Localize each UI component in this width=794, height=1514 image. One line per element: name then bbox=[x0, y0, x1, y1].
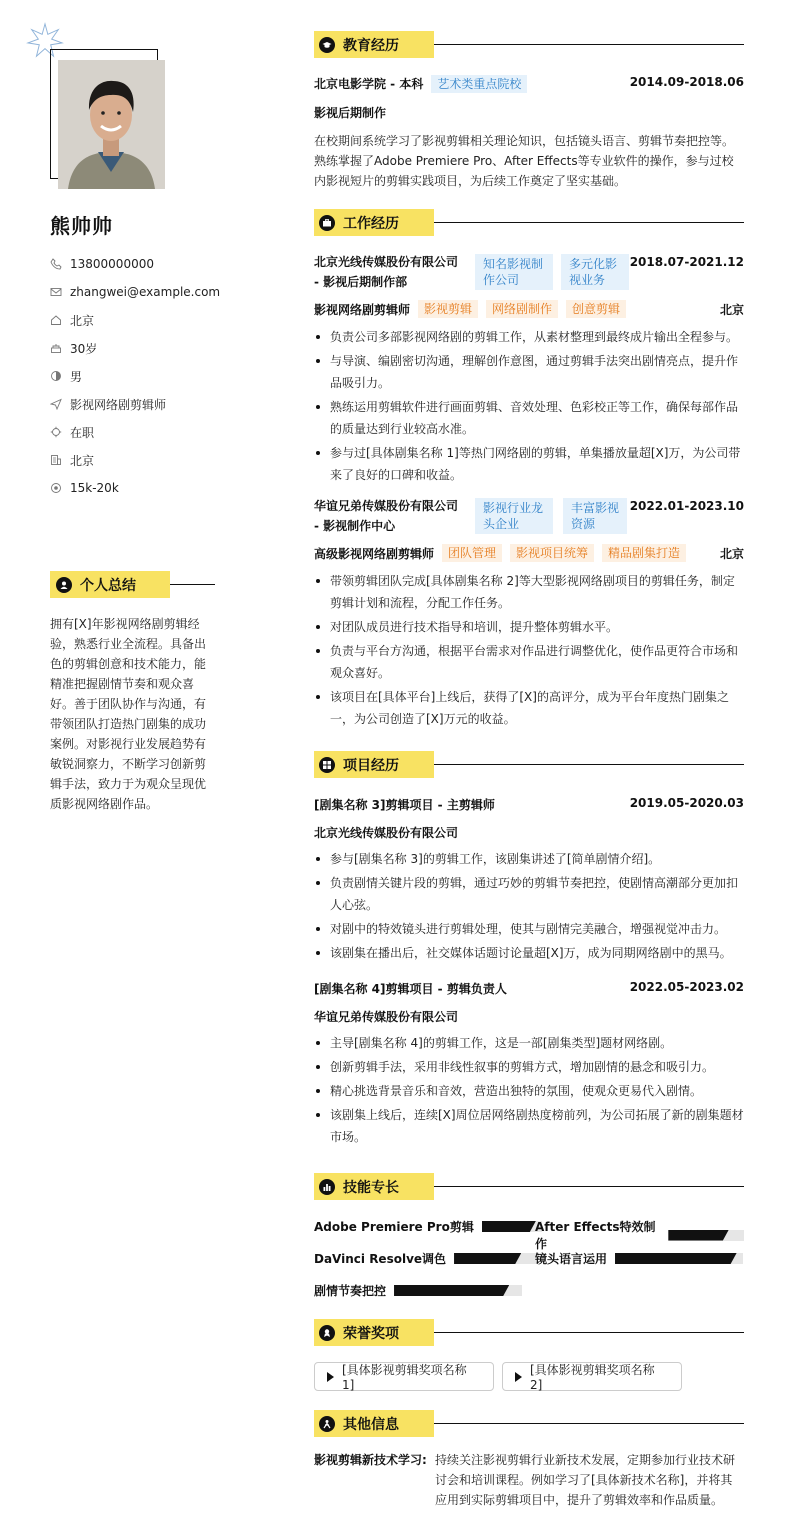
graduation-cap-icon bbox=[319, 37, 335, 53]
education-date: 2014.09-2018.06 bbox=[629, 75, 744, 89]
company-name: 华谊兄弟传媒股份有限公司 - 影视制作中心 bbox=[314, 499, 459, 533]
list-item: 带领剪辑团队完成[具体剧集名称 2]等大型影视网络剧项目的剪辑任务，制定剪辑计划和流程，分配工作任务。 bbox=[314, 570, 744, 614]
job-bullets bbox=[314, 326, 744, 488]
section-title: 项目经历 bbox=[343, 757, 399, 774]
person-icon bbox=[319, 1416, 335, 1432]
info-position bbox=[50, 390, 240, 418]
skill-tag: 网络剧制作 bbox=[486, 300, 558, 318]
job-city: 北京 bbox=[719, 302, 744, 317]
job-role: 影视网络剧剪辑师 bbox=[314, 302, 411, 317]
money-icon bbox=[50, 482, 62, 494]
project-row bbox=[314, 796, 744, 813]
list-item: 该剧集上线后，连续[X]周位居网络剧热度榜前列，为公司拓展了新的剧集题材市场。 bbox=[314, 1104, 744, 1148]
job-role: 高级影视网络剧剪辑师 bbox=[314, 546, 435, 561]
list-item: 该项目在[具体平台]上线后，获得了[X]的高评分，成为平台年度热门剧集之一，为公司创造了[X]万元的收益。 bbox=[314, 686, 744, 730]
company-tag: 影视行业龙头企业 bbox=[475, 498, 553, 534]
skill-bar-fill bbox=[454, 1253, 521, 1264]
skill-item bbox=[535, 1218, 744, 1252]
info-email bbox=[50, 278, 240, 306]
job-header bbox=[314, 496, 744, 536]
section-title: 教育经历 bbox=[343, 37, 399, 54]
list-item: 精心挑选背景音乐和音效，营造出独特的氛围，使观众更易代入剧情。 bbox=[314, 1080, 744, 1102]
awards-section-header bbox=[314, 1319, 744, 1346]
send-icon bbox=[50, 398, 62, 410]
play-icon bbox=[327, 1372, 334, 1382]
skill-bar-fill bbox=[394, 1285, 509, 1296]
grid-icon bbox=[319, 757, 335, 773]
info-gender bbox=[50, 362, 240, 390]
section-divider bbox=[434, 764, 744, 765]
list-item: 该剧集在播出后，社交媒体话题讨论量超[X]万，成为同期网络剧中的黑马。 bbox=[314, 942, 744, 964]
list-item: 与导演、编剧密切沟通，理解创作意图，通过剪辑手法突出剧情亮点，提升作品吸引力。 bbox=[314, 350, 744, 394]
list-item: 创新剪辑手法，采用非线性叙事的剪辑方式，增加剧情的悬念和吸引力。 bbox=[314, 1056, 744, 1078]
skill-item bbox=[535, 1250, 743, 1267]
other-label: 影视剪辑新技术学习: bbox=[314, 1453, 427, 1467]
briefcase-icon bbox=[319, 215, 335, 231]
skill-tag: 影视剪辑 bbox=[418, 300, 478, 318]
other-section-header bbox=[314, 1410, 744, 1437]
info-city bbox=[50, 446, 240, 474]
skill-bar-fill bbox=[482, 1221, 536, 1232]
other-info-row bbox=[314, 1450, 744, 1510]
award-badge bbox=[314, 1362, 494, 1391]
info-text: 男 bbox=[70, 369, 83, 384]
job-city: 北京 bbox=[719, 546, 744, 561]
job-role-row bbox=[314, 300, 744, 318]
info-text: 在职 bbox=[70, 425, 95, 440]
project-company: 北京光线传媒股份有限公司 bbox=[314, 826, 459, 840]
list-item: 对团队成员进行技术指导和培训，提升整体剪辑水平。 bbox=[314, 616, 744, 638]
section-title-pill bbox=[50, 571, 170, 598]
left-column bbox=[0, 0, 240, 1514]
section-title-pill bbox=[314, 1173, 434, 1200]
list-item: 主导[剧集名称 4]的剪辑工作，这是一部[剧集类型]题材网络剧。 bbox=[314, 1032, 744, 1054]
work-section-header bbox=[314, 209, 744, 236]
skill-item bbox=[314, 1282, 522, 1299]
section-title-pill bbox=[314, 751, 434, 778]
list-item: 熟练运用剪辑软件进行画面剪辑、音效处理、色彩校正等工作，确保每部作品的质量达到行业较高水准。 bbox=[314, 396, 744, 440]
skill-tag: 团队管理 bbox=[442, 544, 502, 562]
home-icon bbox=[50, 314, 62, 326]
user-icon bbox=[56, 577, 72, 593]
cake-icon bbox=[50, 342, 62, 354]
skill-tag: 创意剪辑 bbox=[566, 300, 626, 318]
projects-section-header bbox=[314, 751, 744, 778]
award-icon bbox=[319, 1325, 335, 1341]
skill-name: Adobe Premiere Pro剪辑 bbox=[314, 1220, 474, 1234]
gender-icon bbox=[50, 370, 62, 382]
skill-item bbox=[314, 1250, 538, 1267]
award-name: [具体影视剪辑奖项名称 2] bbox=[530, 1363, 655, 1392]
other-text: 持续关注影视剪辑行业新技术发展，定期参加行业技术研讨会和培训课程。例如学习了[具体新技术名称]，并将其应用到实际剪辑项目中，提升了剪辑效率和作品质量。 bbox=[435, 1453, 736, 1507]
section-title: 工作经历 bbox=[343, 215, 399, 232]
section-title: 其他信息 bbox=[343, 1416, 399, 1433]
company-tag: 知名影视制作公司 bbox=[475, 254, 553, 290]
info-text: 15k-20k bbox=[70, 481, 119, 495]
section-divider bbox=[434, 1186, 744, 1187]
section-title-pill bbox=[314, 1410, 434, 1437]
summary-section-header bbox=[50, 571, 215, 599]
section-title: 技能专长 bbox=[343, 1179, 399, 1196]
info-salary bbox=[50, 474, 240, 502]
info-text: 13800000000 bbox=[70, 257, 154, 271]
school-line bbox=[314, 75, 527, 93]
candidate-name: 熊帅帅 bbox=[50, 214, 113, 238]
school-name: 北京电影学院 - 本科 bbox=[314, 77, 424, 91]
section-divider bbox=[434, 44, 744, 45]
company-name: 北京光线传媒股份有限公司 - 影视后期制作部 bbox=[314, 255, 459, 289]
info-phone bbox=[50, 250, 240, 278]
info-text: zhangwei@example.com bbox=[70, 285, 221, 299]
status-icon bbox=[50, 426, 62, 438]
company-tag: 丰富影视资源 bbox=[563, 498, 627, 534]
education-description: 在校期间系统学习了影视剪辑相关理论知识，包括镜头语言、剪辑节奏把控等。熟练掌握了Adobe Premiere Pro、After Effects等专业软件的操作，参与过校内影视短片的剪辑实践项目，为后续工作奠定了坚实基础。 bbox=[314, 134, 735, 188]
play-icon bbox=[515, 1372, 522, 1382]
skill-name: 镜头语言运用 bbox=[535, 1252, 608, 1266]
section-title-pill bbox=[314, 209, 434, 236]
info-location bbox=[50, 306, 240, 334]
info-text: 30岁 bbox=[70, 341, 98, 356]
project-bullets bbox=[314, 848, 744, 966]
skill-tag: 精品剧集打造 bbox=[602, 544, 686, 562]
project-date: 2022.05-2023.02 bbox=[629, 980, 744, 994]
phone-icon bbox=[50, 258, 62, 270]
list-item: 对剧中的特效镜头进行剪辑处理，使其与剧情完美融合，增强视觉冲击力。 bbox=[314, 918, 744, 940]
skill-name: DaVinci Resolve调色 bbox=[314, 1252, 447, 1266]
list-item: 负责公司多部影视网络剧的剪辑工作，从素材整理到最终成片输出全程参与。 bbox=[314, 326, 744, 348]
skill-bar bbox=[454, 1253, 538, 1264]
skill-bar bbox=[615, 1253, 743, 1264]
bar-chart-icon bbox=[319, 1179, 335, 1195]
info-age bbox=[50, 334, 240, 362]
job-role-row bbox=[314, 544, 744, 562]
contact-info-list bbox=[50, 250, 240, 502]
project-bullets bbox=[314, 1032, 744, 1150]
section-title: 荣誉奖项 bbox=[343, 1325, 399, 1342]
skill-bar-fill bbox=[668, 1230, 729, 1241]
section-divider bbox=[434, 1332, 744, 1333]
project-name: [剧集名称 4]剪辑项目 - 剪辑负责人 bbox=[314, 982, 507, 996]
info-text: 北京 bbox=[70, 313, 95, 328]
school-tag: 艺术类重点院校 bbox=[431, 75, 527, 93]
email-icon bbox=[50, 286, 62, 298]
list-item: 参与过[具体剧集名称 1]等热门网络剧的剪辑，单集播放量超[X]万，为公司带来了良好的口碑和收益。 bbox=[314, 442, 744, 486]
skill-bar bbox=[394, 1285, 522, 1296]
project-date: 2019.05-2020.03 bbox=[629, 796, 744, 810]
project-row bbox=[314, 980, 744, 997]
section-title-pill bbox=[314, 31, 434, 58]
skill-bar bbox=[668, 1230, 744, 1241]
skill-tag: 影视项目统筹 bbox=[510, 544, 594, 562]
skill-name: After Effects特效制作 bbox=[535, 1220, 656, 1251]
company-tag: 多元化影视业务 bbox=[561, 254, 629, 290]
section-divider bbox=[434, 1423, 744, 1424]
section-divider bbox=[170, 584, 215, 585]
education-section-header bbox=[314, 31, 744, 58]
info-text: 影视网络剧剪辑师 bbox=[70, 397, 167, 412]
list-item: 负责与平台方沟通，根据平台需求对作品进行调整优化，使作品更符合市场和观众喜好。 bbox=[314, 640, 744, 684]
building-icon bbox=[50, 454, 62, 466]
info-status bbox=[50, 418, 240, 446]
section-title-pill bbox=[314, 1319, 434, 1346]
award-name: [具体影视剪辑奖项名称 1] bbox=[342, 1363, 467, 1392]
skills-section-header bbox=[314, 1173, 744, 1200]
job-bullets bbox=[314, 570, 744, 732]
education-major: 影视后期制作 bbox=[314, 106, 387, 120]
section-title: 个人总结 bbox=[80, 577, 136, 594]
summary-text: 拥有[X]年影视网络剧剪辑经验，熟悉行业全流程。具备出色的剪辑创意和技术能力，能精准把握剧情节奏和观众喜好。善于团队协作与沟通，有带领团队打造热门剧集的成功案例。对影视行业发展趋势有敏锐洞察力，不断学习创新剪辑手法，致力于为观众呈现优质影视网络剧作品。 bbox=[50, 617, 207, 811]
skill-name: 剧情节奏把控 bbox=[314, 1284, 387, 1298]
avatar-photo bbox=[58, 60, 165, 189]
project-name: [剧集名称 3]剪辑项目 - 主剪辑师 bbox=[314, 798, 495, 812]
job-date: 2018.07-2021.12 bbox=[629, 255, 744, 269]
skill-bar-fill bbox=[615, 1253, 737, 1264]
skill-item bbox=[314, 1218, 542, 1235]
education-row bbox=[314, 75, 744, 93]
list-item: 参与[剧集名称 3]的剪辑工作，该剧集讲述了[简单剧情介绍]。 bbox=[314, 848, 744, 870]
section-divider bbox=[434, 222, 744, 223]
info-text: 北京 bbox=[70, 453, 95, 468]
project-company: 华谊兄弟传媒股份有限公司 bbox=[314, 1010, 459, 1024]
award-badge bbox=[502, 1362, 682, 1391]
job-header bbox=[314, 252, 744, 292]
skill-bar bbox=[482, 1221, 542, 1232]
job-date: 2022.01-2023.10 bbox=[629, 499, 744, 513]
list-item: 负责剧情关键片段的剪辑，通过巧妙的剪辑节奏把控，使剧情高潮部分更加扣人心弦。 bbox=[314, 872, 744, 916]
